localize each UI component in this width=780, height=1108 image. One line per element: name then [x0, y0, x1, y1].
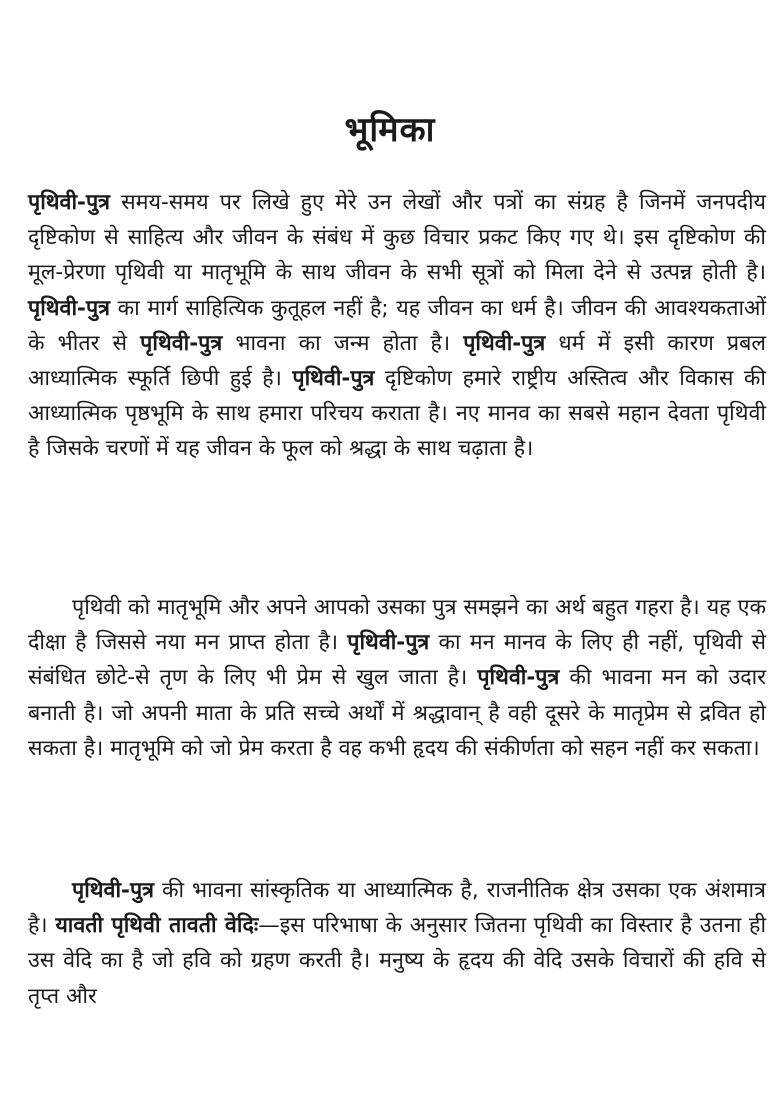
bold-term: पृथिवी-पुत्र [72, 878, 155, 903]
page-title: भूमिका [344, 109, 436, 150]
bold-term: पृथिवी-पुत्र [292, 366, 375, 392]
paragraph-2 [28, 590, 766, 766]
body-text: समय-समय पर लिखे हुए मेरे उन लेखों और पत्रों का संग्रह है जिनमें जनपदीय दृष्टिकोण से साहित्य और जीवन के संबंध में कुछ विचार प्रकट किए गए थे। इस दृष्टिकोण की मूल-प्रेरणा पृथिवी या मातृभूमि के साथ जीवन के सभी सूत्रों को मिला देने से उत्पन्न होती है। [28, 190, 766, 286]
paragraph-3 [28, 873, 766, 1014]
bold-term: पृथिवी-पुत्र [347, 630, 430, 656]
bold-term: यावती पृथिवी तावती वेदिः [55, 913, 259, 939]
bold-term: पृथिवी-पुत्र [140, 330, 223, 356]
body-text: पृथिवी को मातृभूमि और अपने आपको उसका पुत्र समझने का अर्थ बहुत गहरा है। यह एक दीक्षा है जिससे नया मन प्राप्त होता है। [28, 595, 766, 656]
body-text: दृष्टिकोण हमारे राष्ट्रीय अस्तित्व और विकास की आध्यात्मिक पृष्ठभूमि के साथ हमारा परिचय कराता है। नए मानव का सबसे महान देवता पृथिवी है जिसके चरणों में यह जीवन के फूल को श्रद्धा के साथ चढ़ाता है। [28, 366, 767, 462]
bold-term: पृथिवी-पुत्र [28, 295, 111, 321]
paragraph-1 [28, 185, 766, 467]
body-text: भावना का जन्म होता है। [222, 330, 464, 356]
body-text: धर्म में इसी कारण प्रबल आध्यात्मिक स्फूर्ति छिपी हुई है। [28, 330, 767, 392]
body-text: की भावना सांस्कृतिक या आध्यात्मिक है, राजनीतिक क्षेत्र उसका एक अंशमात्र है। [28, 878, 766, 939]
body-text: की भावना मन को उदार बनाती है। जो अपनी माता के प्रति सच्चे अर्थों में श्रद्धावान् है वही दूसरे के मातृप्रेम से द्रवित हो सकता है। मातृभूमि को जो प्रेम करता है वह कभी हृदय की संकीर्णता को सहन नहीं कर सकता। [28, 665, 767, 761]
body-text: का मन मानव के लिए ही नहीं, पृथिवी से संबंधित छोटे-से तृण के लिए भी प्रेम से खुल जाता है। [28, 630, 766, 691]
bold-term: पृथिवी-पुत्र [28, 190, 111, 215]
bold-term: पृथिवी-पुत्र [463, 330, 546, 356]
body-text: का मार्ग साहित्यिक कुतूहल नहीं है; यह जीवन का धर्म है। जीवन की आवश्यकताओं के भीतर से [28, 295, 766, 356]
bold-term: पृथिवी-पुत्र [477, 665, 560, 691]
body-text: —इस परिभाषा के अनुसार जितना पृथिवी का विस्तार है उतना ही उस वेदि का है जो हवि को ग्रहण करती है। मनुष्य के हृदय की वेदि उसके विचारों की हवि से तृप्त और [28, 913, 767, 1009]
